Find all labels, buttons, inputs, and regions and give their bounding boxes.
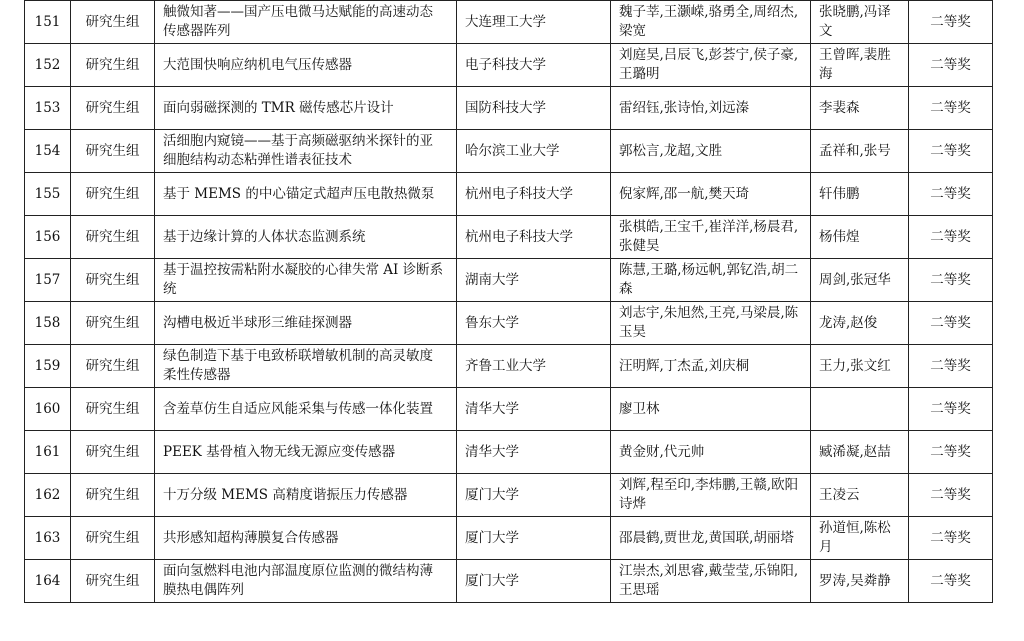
award-cell: 二等奖: [909, 259, 993, 302]
award-cell: 二等奖: [909, 388, 993, 431]
members-cell: 刘辉,程至印,李炜鹏,王赣,欧阳诗烨: [611, 474, 811, 517]
row-number: 152: [25, 44, 71, 87]
award-cell: 二等奖: [909, 216, 993, 259]
school-cell: 鲁东大学: [457, 302, 611, 345]
group-cell: 研究生组: [71, 259, 155, 302]
table-row: [25, 431, 993, 474]
table-row: [25, 302, 993, 345]
advisors-cell: 轩伟鹏: [811, 173, 909, 216]
group-cell: 研究生组: [71, 87, 155, 130]
school-cell: 杭州电子科技大学: [457, 216, 611, 259]
members-cell: 刘志宇,朱旭然,王亮,马梁晨,陈玉昊: [611, 302, 811, 345]
members-cell: 郭松言,龙超,文胜: [611, 130, 811, 173]
award-cell: 二等奖: [909, 517, 993, 560]
award-cell: 二等奖: [909, 130, 993, 173]
members-cell: 陈慧,王璐,杨远帆,郭钇浩,胡二森: [611, 259, 811, 302]
school-cell: 哈尔滨工业大学: [457, 130, 611, 173]
school-cell: 清华大学: [457, 431, 611, 474]
advisors-cell: 王曾晖,裴胜海: [811, 44, 909, 87]
group-cell: 研究生组: [71, 474, 155, 517]
project-title-cell: 绿色制造下基于电致桥联增敏机制的高灵敏度柔性传感器: [155, 345, 457, 388]
school-cell: 厦门大学: [457, 517, 611, 560]
group-cell: 研究生组: [71, 388, 155, 431]
row-number: 156: [25, 216, 71, 259]
project-title-cell: 基于边缘计算的人体状态监测系统: [155, 216, 457, 259]
row-number: 162: [25, 474, 71, 517]
members-cell: 魏子莘,王灏嵘,骆勇全,周绍杰,梁宽: [611, 1, 811, 44]
project-title-cell: 活细胞内窥镜——基于高频磁驱纳米探针的亚细胞结构动态粘弹性谱表征技术: [155, 130, 457, 173]
award-cell: 二等奖: [909, 302, 993, 345]
project-title-cell: PEEK 基骨植入物无线无源应变传感器: [155, 431, 457, 474]
advisors-cell: 李裴森: [811, 87, 909, 130]
award-table-body: [25, 1, 993, 603]
advisors-cell: 周剑,张冠华: [811, 259, 909, 302]
members-cell: 邵晨鹤,贾世龙,黄国联,胡丽塔: [611, 517, 811, 560]
members-cell: 张棋皓,王宝千,崔洋洋,杨晨君,张健昊: [611, 216, 811, 259]
project-title-cell: 共形感知超构薄膜复合传感器: [155, 517, 457, 560]
table-row: [25, 259, 993, 302]
row-number: 158: [25, 302, 71, 345]
group-cell: 研究生组: [71, 345, 155, 388]
table-row: [25, 560, 993, 603]
project-title-cell: 十万分级 MEMS 高精度谐振压力传感器: [155, 474, 457, 517]
advisors-cell: 王力,张文红: [811, 345, 909, 388]
members-cell: 刘庭昊,吕辰飞,彭荟宁,侯子豪,王璐明: [611, 44, 811, 87]
table-row: [25, 130, 993, 173]
table-row: [25, 44, 993, 87]
school-cell: 厦门大学: [457, 560, 611, 603]
row-number: 160: [25, 388, 71, 431]
group-cell: 研究生组: [71, 216, 155, 259]
advisors-cell: [811, 388, 909, 431]
row-number: 157: [25, 259, 71, 302]
project-title-cell: 大范围快响应纳机电气压传感器: [155, 44, 457, 87]
members-cell: 汪明辉,丁杰孟,刘庆桐: [611, 345, 811, 388]
members-cell: 倪家辉,邵一航,樊天琦: [611, 173, 811, 216]
award-cell: 二等奖: [909, 87, 993, 130]
table-row: [25, 345, 993, 388]
row-number: 155: [25, 173, 71, 216]
row-number: 159: [25, 345, 71, 388]
group-cell: 研究生组: [71, 130, 155, 173]
group-cell: 研究生组: [71, 517, 155, 560]
row-number: 163: [25, 517, 71, 560]
members-cell: 江崇杰,刘思睿,戴莹莹,乐锦阳,王思瑶: [611, 560, 811, 603]
project-title-cell: 面向弱磁探测的 TMR 磁传感芯片设计: [155, 87, 457, 130]
table-row: [25, 388, 993, 431]
table-row: [25, 87, 993, 130]
school-cell: 杭州电子科技大学: [457, 173, 611, 216]
group-cell: 研究生组: [71, 431, 155, 474]
school-cell: 齐鲁工业大学: [457, 345, 611, 388]
group-cell: 研究生组: [71, 302, 155, 345]
advisors-cell: 王凌云: [811, 474, 909, 517]
row-number: 154: [25, 130, 71, 173]
award-cell: 二等奖: [909, 173, 993, 216]
project-title-cell: 基于温控按需粘附水凝胶的心律失常 AI 诊断系统: [155, 259, 457, 302]
members-cell: 黄金财,代元帅: [611, 431, 811, 474]
award-cell: 二等奖: [909, 560, 993, 603]
project-title-cell: 沟槽电极近半球形三维硅探测器: [155, 302, 457, 345]
advisors-cell: 罗涛,吴粦静: [811, 560, 909, 603]
members-cell: 雷绍钰,张诗怡,刘远溱: [611, 87, 811, 130]
project-title-cell: 基于 MEMS 的中心锚定式超声压电散热微泵: [155, 173, 457, 216]
project-title-cell: 含羞草仿生自适应风能采集与传感一体化装置: [155, 388, 457, 431]
school-cell: 清华大学: [457, 388, 611, 431]
award-table-container: [24, 0, 993, 603]
advisors-cell: 杨伟煌: [811, 216, 909, 259]
table-row: [25, 216, 993, 259]
school-cell: 湖南大学: [457, 259, 611, 302]
award-cell: 二等奖: [909, 44, 993, 87]
advisors-cell: 张晓鹏,冯译文: [811, 1, 909, 44]
award-cell: 二等奖: [909, 431, 993, 474]
row-number: 151: [25, 1, 71, 44]
advisors-cell: 孙道恒,陈松月: [811, 517, 909, 560]
school-cell: 厦门大学: [457, 474, 611, 517]
group-cell: 研究生组: [71, 1, 155, 44]
award-table: [24, 0, 993, 603]
row-number: 161: [25, 431, 71, 474]
advisors-cell: 龙涛,赵俊: [811, 302, 909, 345]
group-cell: 研究生组: [71, 44, 155, 87]
row-number: 153: [25, 87, 71, 130]
row-number: 164: [25, 560, 71, 603]
members-cell: 廖卫林: [611, 388, 811, 431]
school-cell: 国防科技大学: [457, 87, 611, 130]
award-cell: 二等奖: [909, 345, 993, 388]
table-row: [25, 1, 993, 44]
project-title-cell: 面向氢燃料电池内部温度原位监测的微结构薄膜热电偶阵列: [155, 560, 457, 603]
group-cell: 研究生组: [71, 560, 155, 603]
table-row: [25, 173, 993, 216]
project-title-cell: 触微知著——国产压电微马达赋能的高速动态传感器阵列: [155, 1, 457, 44]
group-cell: 研究生组: [71, 173, 155, 216]
table-row: [25, 474, 993, 517]
award-cell: 二等奖: [909, 474, 993, 517]
school-cell: 大连理工大学: [457, 1, 611, 44]
advisors-cell: 孟祥和,张号: [811, 130, 909, 173]
advisors-cell: 臧浠凝,赵喆: [811, 431, 909, 474]
award-cell: 二等奖: [909, 1, 993, 44]
table-row: [25, 517, 993, 560]
school-cell: 电子科技大学: [457, 44, 611, 87]
